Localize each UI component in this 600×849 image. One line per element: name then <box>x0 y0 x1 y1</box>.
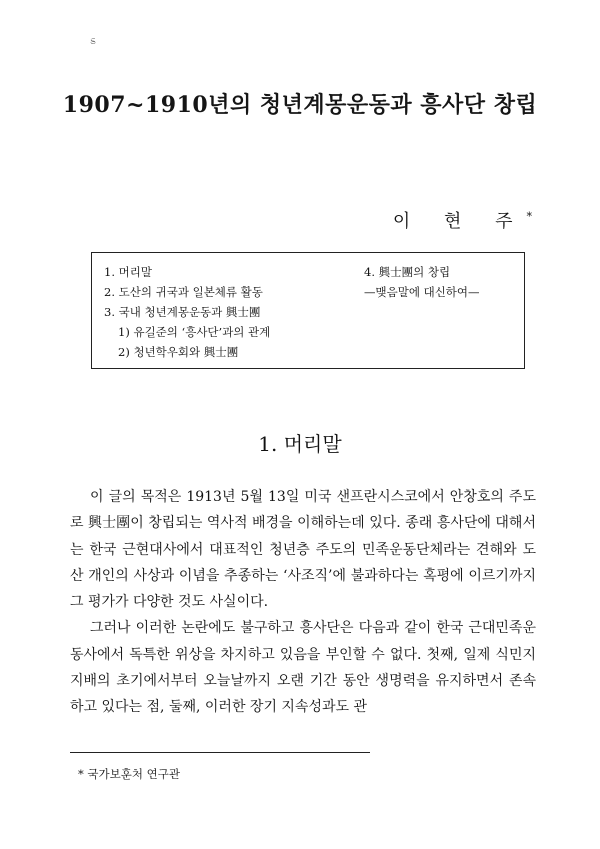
footnote-divider <box>70 752 370 753</box>
toc-subitem: 2) 청년학우회와 興士團 <box>118 345 239 359</box>
toc-item: 3. 국내 청년계몽운동과 興士團 <box>104 305 261 319</box>
author-name <box>393 207 532 233</box>
body-text <box>70 484 536 721</box>
toc-right-column <box>364 262 480 302</box>
paragraph: 이 글의 목적은 1913년 5월 13일 미국 샌프란시스코에서 안창호의 주도로 興士團이 창립되는 역사적 배경을 이해하는데 있다. 종래 흥사단에 대해서는 한국 근현대사에서 대표적인 청년층 주도의 민족운동단체라는 견해와 도산 개인의 사상과 이념을 추종하는 ‘사조직’에 불과하다는 혹평에 이르기까지 그 평가가 다양한 것도 사실이다. <box>70 489 536 611</box>
page-mark: ಽ <box>90 34 96 47</box>
toc-subitem: 1) 유길준의 ‘흥사단’과의 관계 <box>118 325 271 339</box>
article-title: 1907~1910년의 청년계몽운동과 흥사단 창립 <box>62 92 538 118</box>
toc-item: 1. 머리말 <box>104 265 152 279</box>
author-text: 이 현 주 <box>392 211 527 232</box>
author-footnote-mark: * <box>526 210 532 223</box>
toc-subtitle: —맺음말에 대신하여— <box>364 285 480 299</box>
toc-left-column <box>104 262 270 362</box>
footnote: * 국가보훈처 연구관 <box>78 767 180 781</box>
toc-item: 4. 興士團의 창립 <box>364 265 451 279</box>
table-of-contents <box>91 252 525 369</box>
paragraph: 그러나 이러한 논란에도 불구하고 흥사단은 다음과 같이 한국 근대민족운동사에서 독특한 위상을 차지하고 있음을 부인할 수 없다. 첫째, 일제 식민지 지배의 초기에서부터 오늘날까지 오랜 기간 동안 생명력을 유지하면서 존속하고 있다는 점, 둘째, 이러한 장기 지속성과도 관 <box>70 620 536 716</box>
section-heading: 1. 머리말 <box>258 432 342 456</box>
toc-item: 2. 도산의 귀국과 일본체류 활동 <box>104 285 263 299</box>
